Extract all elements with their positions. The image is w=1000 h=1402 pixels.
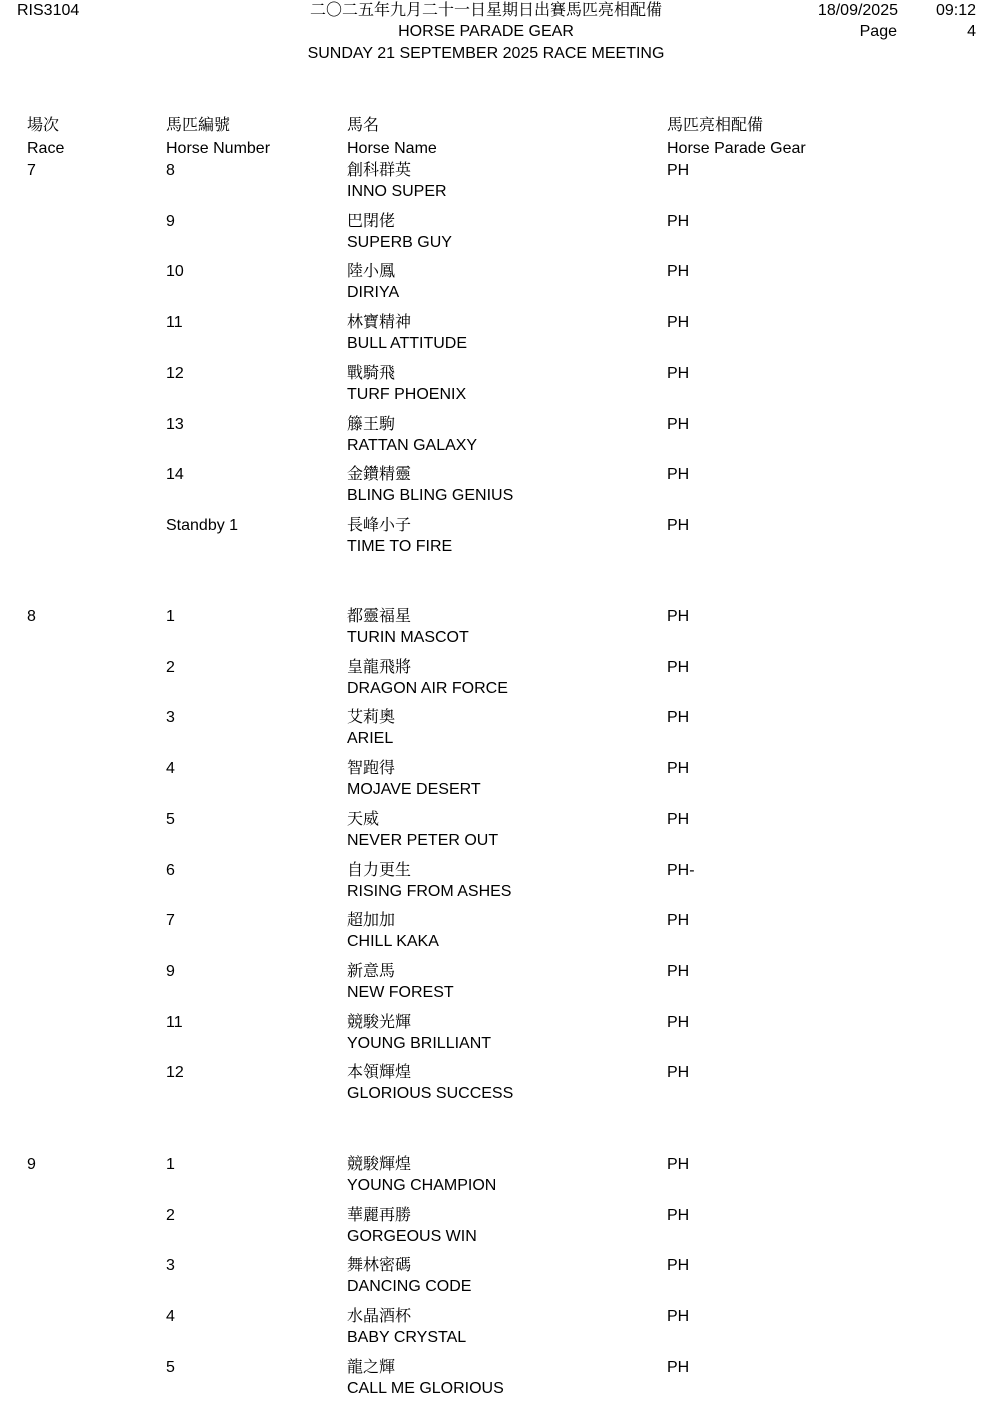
parade-gear: PH — [667, 659, 690, 676]
horse-name-english: GLORIOUS SUCCESS — [347, 1085, 514, 1102]
horse-number: 5 — [166, 811, 175, 828]
report-code: RIS3104 — [17, 2, 80, 19]
horse-name-english: TURIN MASCOT — [347, 629, 469, 646]
horse-name-english: ARIEL — [347, 730, 394, 747]
race-number: 9 — [27, 1156, 36, 1173]
horse-number: 11 — [166, 314, 183, 331]
horse-name-chinese: 超加加 — [347, 912, 396, 929]
horse-name-chinese: 華麗再勝 — [347, 1207, 412, 1224]
parade-gear: PH — [667, 709, 690, 726]
horse-number: 9 — [166, 213, 175, 230]
horse-name-english: INNO SUPER — [347, 183, 447, 200]
horse-name-chinese: 林寶精神 — [347, 314, 412, 331]
horse-number: 4 — [166, 760, 175, 777]
parade-gear: PH — [667, 314, 690, 331]
horse-name-chinese: 天威 — [347, 811, 380, 828]
horse-name-english: YOUNG CHAMPION — [347, 1177, 497, 1194]
horse-number: 11 — [166, 1014, 183, 1031]
page-label: Page — [859, 23, 897, 40]
horse-number: 14 — [166, 466, 184, 483]
horse-name-english: SUPERB GUY — [347, 234, 452, 251]
horse-name-english: DRAGON AIR FORCE — [347, 680, 508, 697]
report-title-chinese: 二〇二五年九月二十一日星期日出賽馬匹亮相配備 — [309, 2, 662, 19]
horse-name-english: CALL ME GLORIOUS — [347, 1380, 504, 1397]
horse-name-english: RISING FROM ASHES — [347, 883, 512, 900]
horse-name-chinese: 本領輝煌 — [347, 1064, 412, 1081]
horse-name-chinese: 都靈福星 — [347, 608, 412, 625]
horse-name-english: CHILL KAKA — [347, 933, 439, 950]
parade-gear: PH — [667, 1308, 690, 1325]
column-header-horse-number: Horse Number — [166, 140, 271, 157]
race-number: 8 — [27, 608, 36, 625]
horse-name-english: DANCING CODE — [347, 1278, 472, 1295]
horse-number: Standby 1 — [166, 517, 239, 534]
horse-name-english: BULL ATTITUDE — [347, 335, 468, 352]
horse-name-english: NEVER PETER OUT — [347, 832, 499, 849]
horse-number: 10 — [166, 263, 184, 280]
parade-gear: PH- — [667, 862, 695, 879]
horse-name-english: GORGEOUS WIN — [347, 1228, 477, 1245]
parade-gear: PH — [667, 263, 690, 280]
horse-name-english: TIME TO FIRE — [347, 538, 453, 555]
parade-gear: PH — [667, 608, 690, 625]
parade-gear: PH — [667, 466, 690, 483]
column-header-race: Race — [27, 140, 65, 157]
horse-number: 9 — [166, 963, 175, 980]
column-header-race-chinese: 場次 — [27, 117, 60, 134]
horse-number: 5 — [166, 1359, 175, 1376]
horse-name-english: BABY CRYSTAL — [347, 1329, 467, 1346]
horse-name-chinese: 創科群英 — [347, 162, 412, 179]
horse-name-chinese: 皇龍飛將 — [347, 659, 412, 676]
horse-number: 3 — [166, 1257, 175, 1274]
parade-gear: PH — [667, 760, 690, 777]
column-header-horse-name-chinese: 馬名 — [347, 117, 380, 134]
column-header-parade-gear: Horse Parade Gear — [667, 140, 806, 157]
parade-gear: PH — [667, 1207, 690, 1224]
horse-number: 1 — [166, 608, 175, 625]
horse-number: 12 — [166, 1064, 184, 1081]
horse-name-english: TURF PHOENIX — [347, 386, 467, 403]
parade-gear: PH — [667, 912, 690, 929]
horse-name-chinese: 龍之輝 — [347, 1359, 396, 1376]
page-number: 4 — [967, 23, 976, 40]
horse-name-chinese: 陸小鳳 — [347, 263, 396, 280]
parade-gear: PH — [667, 162, 690, 179]
horse-name-english: DIRIYA — [347, 284, 400, 301]
report-title-english: HORSE PARADE GEAR — [398, 23, 574, 40]
horse-name-chinese: 艾莉奧 — [347, 709, 396, 726]
horse-name-chinese: 智跑得 — [347, 760, 396, 777]
meeting-title: SUNDAY 21 SEPTEMBER 2025 RACE MEETING — [307, 45, 665, 62]
horse-number: 3 — [166, 709, 175, 726]
horse-name-chinese: 戰騎飛 — [347, 365, 396, 382]
parade-gear: PH — [667, 365, 690, 382]
horse-name-chinese: 籐王駒 — [347, 416, 396, 433]
parade-gear: PH — [667, 1257, 690, 1274]
print-time: 09:12 — [935, 2, 976, 19]
horse-name-chinese: 自力更生 — [347, 862, 412, 879]
parade-gear: PH — [667, 1014, 690, 1031]
horse-name-chinese: 水晶酒杯 — [347, 1308, 412, 1325]
parade-gear: PH — [667, 1156, 690, 1173]
horse-name-english: MOJAVE DESERT — [347, 781, 481, 798]
horse-number: 13 — [166, 416, 184, 433]
horse-number: 2 — [166, 659, 175, 676]
parade-gear: PH — [667, 963, 690, 980]
horse-name-chinese: 舞林密碼 — [347, 1257, 412, 1274]
horse-name-english: NEW FOREST — [347, 984, 454, 1001]
horse-name-chinese: 競駿輝煌 — [347, 1156, 412, 1173]
horse-number: 2 — [166, 1207, 175, 1224]
horse-number: 1 — [166, 1156, 175, 1173]
column-header-parade-gear-chinese: 馬匹亮相配備 — [667, 117, 764, 134]
horse-name-chinese: 巴閉佬 — [347, 213, 396, 230]
parade-gear: PH — [667, 416, 690, 433]
horse-name-english: RATTAN GALAXY — [347, 437, 478, 454]
horse-number: 4 — [166, 1308, 175, 1325]
parade-gear: PH — [667, 1359, 690, 1376]
horse-number: 6 — [166, 862, 175, 879]
parade-gear: PH — [667, 517, 690, 534]
horse-name-chinese: 長峰小子 — [347, 517, 412, 534]
column-header-horse-number-chinese: 馬匹編號 — [166, 117, 231, 134]
race-number: 7 — [27, 162, 36, 179]
parade-gear: PH — [667, 213, 690, 230]
parade-gear: PH — [667, 811, 690, 828]
horse-number: 12 — [166, 365, 184, 382]
horse-name-english: YOUNG BRILLIANT — [347, 1035, 492, 1052]
parade-gear: PH — [667, 1064, 690, 1081]
print-date: 18/09/2025 — [817, 2, 898, 19]
horse-name-chinese: 新意馬 — [347, 963, 396, 980]
horse-number: 8 — [166, 162, 175, 179]
horse-number: 7 — [166, 912, 175, 929]
horse-name-chinese: 競駿光輝 — [347, 1014, 412, 1031]
horse-name-english: BLING BLING GENIUS — [347, 487, 514, 504]
column-header-horse-name: Horse Name — [347, 140, 437, 157]
horse-name-chinese: 金鑽精靈 — [347, 466, 412, 483]
